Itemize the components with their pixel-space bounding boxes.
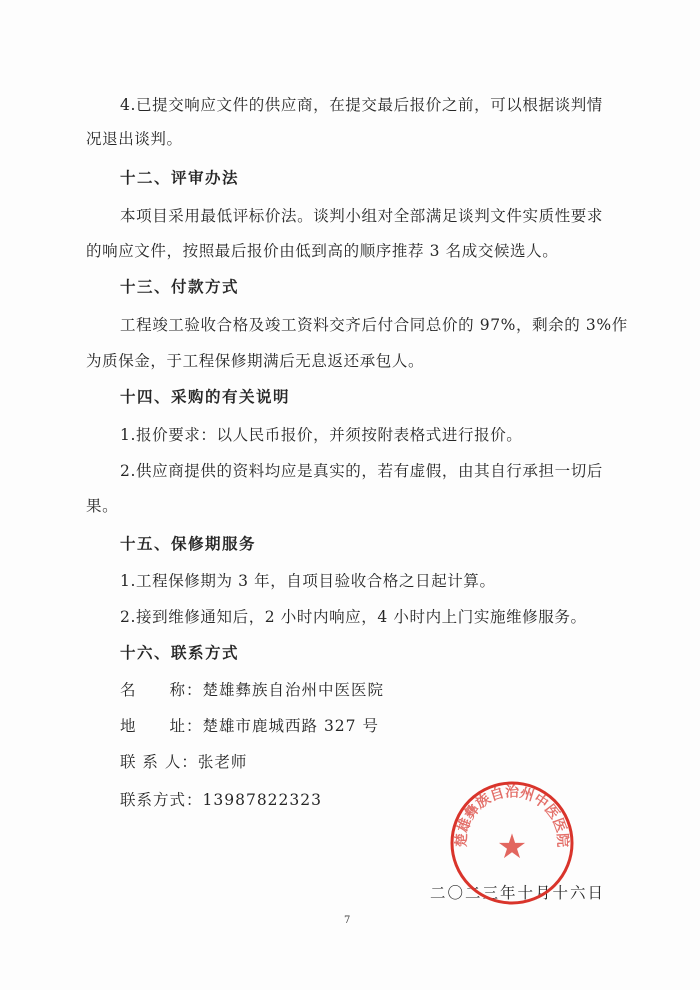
warranty-item-1: 1.工程保修期为 3 年，自项目验收合格之日起计算。	[120, 572, 496, 590]
seal-star-icon: ★	[496, 827, 528, 867]
section-heading-contact: 十六、联系方式	[120, 643, 240, 662]
contact-person-row	[120, 751, 247, 773]
contact-name-label: 名 称：	[120, 681, 203, 699]
contact-phone-row	[120, 789, 322, 811]
procurement-item-2-line-2: 果。	[86, 497, 119, 515]
contact-phone-value: 13987822323	[202, 791, 322, 809]
evaluation-line-1: 本项目采用最低评标价法。谈判小组对全部满足谈判文件实质性要求	[120, 207, 604, 225]
document-date: 二〇二三年十月十六日	[430, 884, 606, 902]
evaluation-line-2: 的响应文件，按照最后报价由低到高的顺序推荐 3 名成交候选人。	[86, 242, 559, 260]
official-seal-stamp	[447, 778, 577, 908]
procurement-item-2-line-1: 2.供应商提供的资料均应是真实的，若有虚假，由其自行承担一切后	[120, 462, 603, 480]
withdraw-item-line-2: 况退出谈判。	[86, 130, 183, 148]
payment-line-2: 为质保金，于工程保修期满后无息返还承包人。	[86, 352, 425, 370]
payment-line-1: 工程竣工验收合格及竣工资料交齐后付合同总价的 97%，剩余的 3%作	[120, 316, 628, 334]
contact-address-row	[120, 715, 379, 737]
section-heading-evaluation: 十二、评审办法	[120, 168, 240, 187]
contact-person-label: 联 系 人：	[120, 753, 198, 771]
withdraw-item-line-1: 4.已提交响应文件的供应商，在提交最后报价之前，可以根据谈判情	[120, 96, 603, 114]
contact-name-row	[120, 679, 384, 701]
contact-name-value: 楚雄彝族自治州中医医院	[202, 681, 385, 699]
seal-arc-text: 楚雄彝族自治州中医医院	[453, 784, 571, 848]
contact-phone-label: 联系方式：	[120, 791, 203, 809]
procurement-item-1: 1.报价要求：以人民币报价，并须按附表格式进行报价。	[120, 426, 523, 444]
contact-address-label: 地 址：	[120, 717, 203, 735]
section-heading-procurement: 十四、采购的有关说明	[120, 387, 291, 406]
page-number: 7	[344, 915, 351, 926]
section-heading-warranty: 十五、保修期服务	[120, 534, 257, 553]
contact-person-value: 张老师	[197, 753, 248, 771]
contact-address-value: 楚雄市鹿城西路 327 号	[202, 717, 379, 735]
warranty-item-2: 2.接到维修通知后，2 小时内响应，4 小时内上门实施维修服务。	[120, 608, 587, 626]
section-heading-payment: 十三、付款方式	[120, 277, 240, 296]
